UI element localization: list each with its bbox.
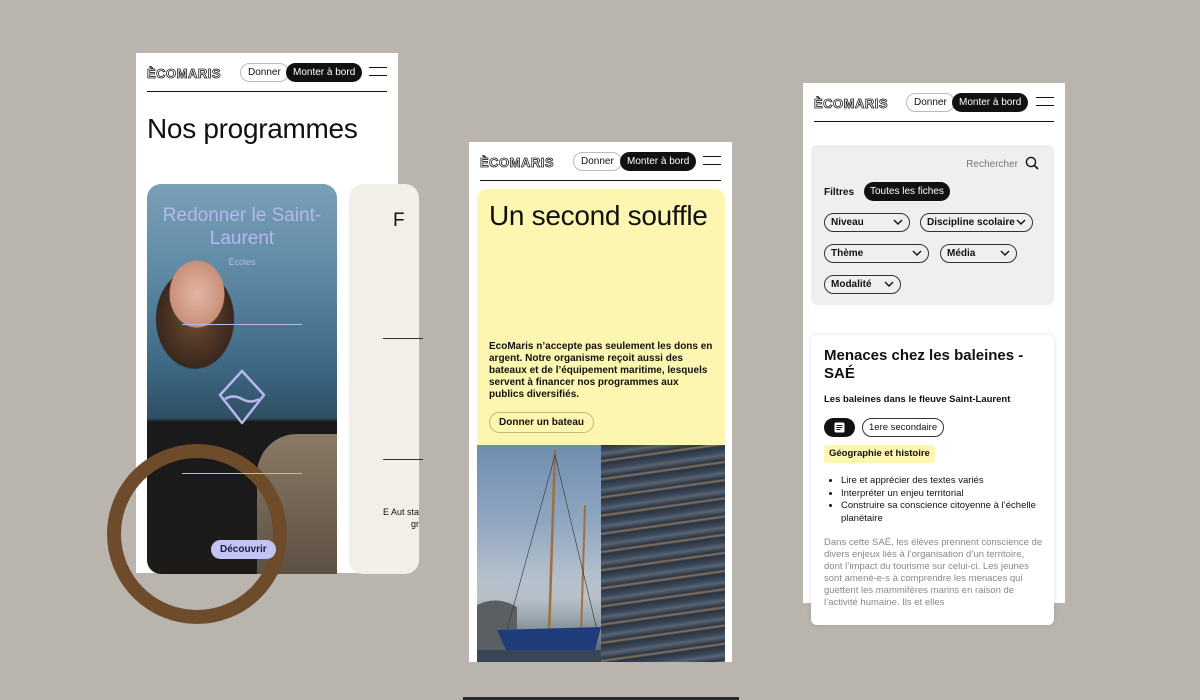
ecomaris-logo[interactable]: ÈCOMARIS [814,96,889,111]
program-card-next[interactable] [349,184,419,574]
list-item: • Interpréter un enjeu territorial [841,488,1041,501]
program-card-title: Redonner le Saint-Laurent [162,205,322,249]
competency-list [841,475,1041,525]
divider [182,324,302,325]
hero-body: EcoMaris n’accepte pas seulement les dons en argent. Notre organisme reçoit aussi des bateaux et de l’équipement maritime, lesquels servent à financer nos programmes aux publics diversifiés. [489,341,713,400]
ecomaris-logo[interactable]: ÈCOMARIS [480,155,555,170]
filters-label: Filtres [824,187,855,198]
donate-button[interactable]: Donner [573,152,622,171]
ecomaris-logo[interactable]: ÈCOMARIS [147,66,222,81]
page-title: Nos programmes [147,113,358,144]
next-card-title: F [393,210,405,231]
program-card-tag: Écoles [228,257,256,267]
board-button[interactable]: Monter à bord [286,63,362,82]
next-card-text: E Aut sta gr [382,507,419,529]
resource-subtitle: Les baleines dans le fleuve Saint-Laurent [824,394,1011,405]
donate-boat-button[interactable]: Donner un bateau [489,412,594,433]
wave-emblem-icon [217,369,267,427]
divider [383,459,423,460]
ship-wheel-photo [107,444,287,624]
chevron-down-icon [912,248,922,258]
program-card[interactable] [147,184,337,574]
board-button[interactable]: Monter à bord [952,93,1028,112]
all-sheets-chip[interactable]: Toutes les fiches [864,182,950,201]
donate-button[interactable]: Donner [906,93,955,112]
search-icon[interactable] [1025,156,1039,170]
select-niveau[interactable]: Niveau [824,213,910,232]
sailboat-photo [477,445,601,662]
list-item: • Construire sa conscience citoyenne à l’échelle planétaire [841,500,1041,525]
resource-title: Menaces chez les baleines - SAÉ [824,347,1024,382]
sea-photo [601,445,725,662]
filter-panel [811,145,1054,305]
mobile-screen-programs [136,53,419,573]
select-theme[interactable]: Thème [824,244,929,263]
resource-card[interactable] [811,335,1054,625]
select-media[interactable]: Média [940,244,1017,263]
board-button[interactable]: Monter à bord [620,152,696,171]
list-item: • Lire et apprécier des textes variés [841,475,1041,488]
search-label[interactable]: Rechercher [966,159,1018,170]
level-badge: 1ere secondaire [862,418,944,437]
chevron-down-icon [893,217,903,227]
select-modalite[interactable]: Modalité [824,275,901,294]
subject-badge: Géographie et histoire [824,445,935,463]
chevron-down-icon [1000,248,1010,258]
document-badge [824,418,855,437]
menu-icon[interactable] [369,67,387,76]
mobile-screen-donate [469,142,732,662]
document-icon [834,422,845,433]
hero-title: Un second souffle [489,200,708,231]
mobile-screen-resources [803,83,1065,608]
chevron-down-icon [884,279,894,289]
donate-hero [477,189,725,445]
chevron-down-icon [1016,217,1026,227]
divider [182,473,302,474]
divider [383,338,423,339]
discover-button[interactable]: Découvrir [211,540,276,559]
site-header [814,91,1054,122]
select-discipline[interactable]: Discipline scolaire [920,213,1033,232]
site-header [480,150,721,181]
resource-description: Dans cette SAÉ, les élèves prennent conscience de divers enjeux liés à l’organisation d’un territoire, dont l’impact du tourisme sur celui-ci. Les jeunes sont amené-e-s à comprendre les menaces qui guettent les mammifères marins en raison de l’activité humaine. Ils et elles [824,537,1043,608]
menu-icon[interactable] [1036,97,1054,106]
donate-button[interactable]: Donner [240,63,289,82]
site-header [147,61,387,92]
menu-icon[interactable] [703,156,721,165]
